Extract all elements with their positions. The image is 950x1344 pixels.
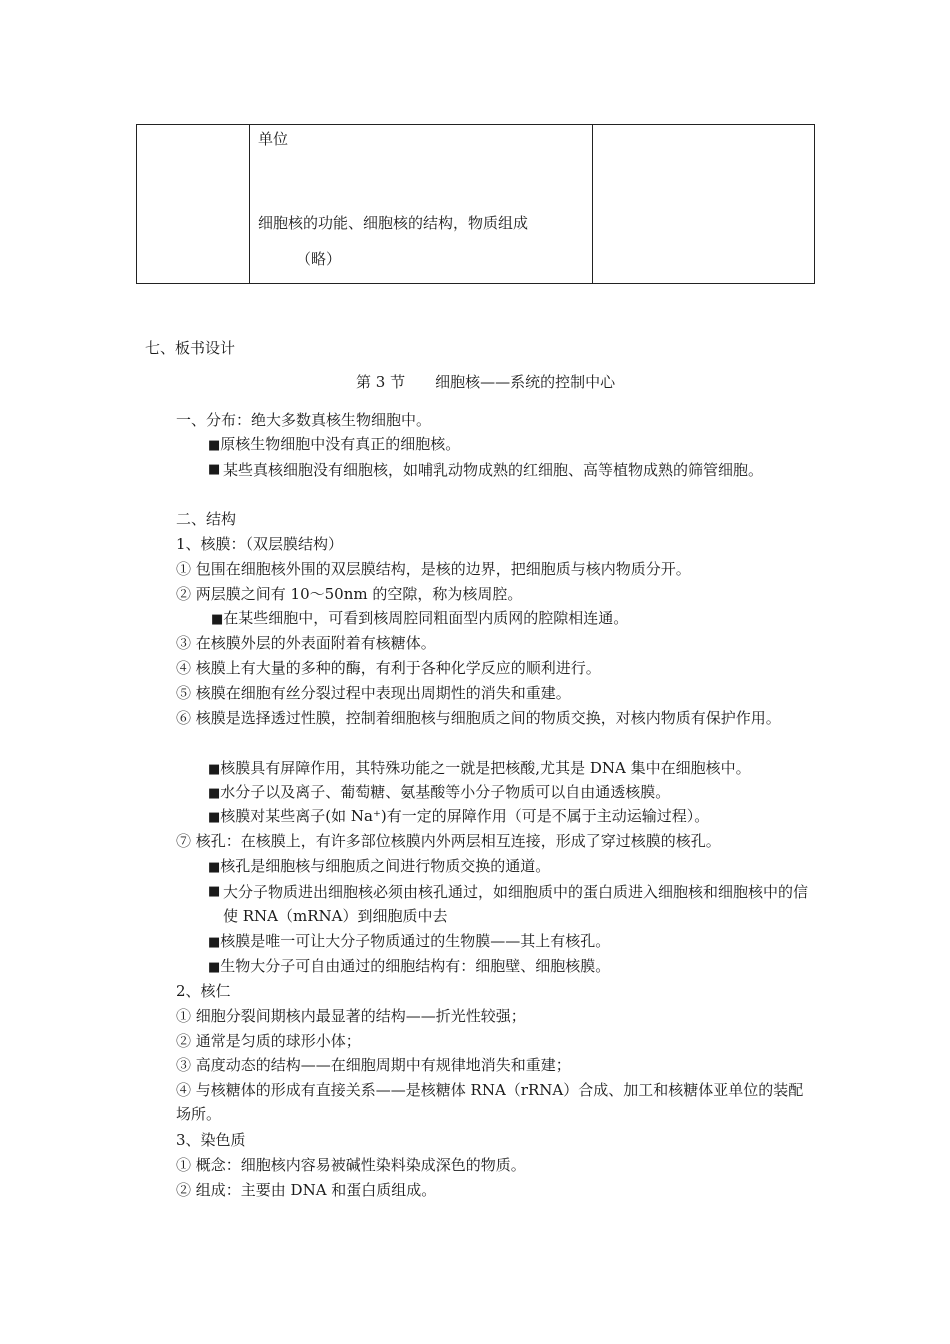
text-line: ④ 核膜上有大量的多种的酶，有利于各种化学反应的顺利进行。: [176, 659, 601, 677]
list-item: [208, 805, 709, 829]
square-bullet-icon: ■: [208, 860, 221, 875]
table-content-note: （略）: [296, 250, 342, 268]
text-line: ① 概念：细胞核内容易被碱性染料染成深色的物质。: [176, 1156, 526, 1174]
square-bullet-icon: ■: [208, 786, 221, 801]
square-bullet-icon: ■: [208, 462, 221, 477]
text-line: ② 通常是匀质的球形小体；: [176, 1032, 361, 1050]
table-column-divider: [592, 125, 593, 283]
text-line: 1、核膜：（双层膜结构）: [176, 535, 344, 553]
list-item-text: 核膜对某些离子(如 Na⁺)有一定的屏障作用（可是不属于主动运输过程）。: [220, 807, 710, 825]
table-unit-label: 单位: [258, 130, 289, 148]
list-item-text: 核膜是唯一可让大分子物质通过的生物膜——其上有核孔。: [220, 932, 611, 950]
square-bullet-icon: ■: [208, 810, 221, 825]
text-line: 二、结构: [176, 510, 237, 528]
list-item: [208, 855, 550, 879]
list-item-text: 在某些细胞中，可看到核周腔同粗面型内质网的腔隙相连通。: [223, 609, 629, 627]
list-item: [208, 955, 610, 979]
table-content-line: 细胞核的功能、细胞核的结构，物质组成: [258, 214, 529, 232]
text-line: ⑦ 核孔：在核膜上，有许多部位核膜内外两层相互连接，形成了穿过核膜的核孔。: [176, 832, 721, 850]
list-item-text: 核膜具有屏障作用，其特殊功能之一就是把核酸,尤其是 DNA 集中在细胞核中。: [220, 759, 751, 777]
list-item: [208, 930, 610, 954]
list-item: [208, 433, 460, 457]
text-line: 3、染色质: [176, 1131, 246, 1149]
square-bullet-icon: ■: [208, 762, 221, 777]
square-bullet-icon: ■: [208, 884, 221, 899]
list-item-text: 某些真核细胞没有细胞核，如哺乳动物成熟的红细胞、高等植物成熟的筛管细胞。: [223, 461, 764, 479]
table-column-divider: [249, 125, 250, 283]
text-line: ④ 与核糖体的形成有直接关系——是核糖体 RNA（rRNA）合成、加工和核糖体亚单位的装配场所。: [176, 1081, 804, 1123]
square-bullet-icon: ■: [208, 438, 221, 453]
lesson-table: [136, 124, 815, 284]
list-item: [208, 757, 751, 781]
text-line: ① 细胞分裂间期核内最显著的结构——折光性较强；: [176, 1007, 526, 1025]
text-line: ② 两层膜之间有 10～50nm 的空隙，称为核周腔。: [176, 585, 523, 603]
list-item-text: 水分子以及离子、葡萄糖、氨基酸等小分子物质可以自由通透核膜。: [220, 783, 671, 801]
text-line: ⑥ 核膜是选择透过性膜，控制着细胞核与细胞质之间的物质交换，对核内物质有保护作用。: [176, 709, 781, 727]
text-line: ② 组成：主要由 DNA 和蛋白质组成。: [176, 1181, 437, 1199]
list-item-text: 原核生物细胞中没有真正的细胞核。: [220, 435, 461, 453]
square-bullet-icon: ■: [208, 960, 221, 975]
list-item: [208, 781, 670, 805]
square-bullet-icon: ■: [208, 935, 221, 950]
list-item-text: 生物大分子可自由通过的细胞结构有：细胞壁、细胞核膜。: [220, 957, 611, 975]
text-line: 一、分布：绝大多数真核生物细胞中。: [176, 411, 432, 429]
list-item-text: 大分子物质进出细胞核必须由核孔通过，如细胞质中的蛋白质进入细胞核和细胞核中的信使 RNA（mRNA）到细胞质中去: [223, 883, 809, 925]
square-bullet-icon: ■: [211, 612, 224, 627]
doc-title: 第 3 节 细胞核——系统的控制中心: [356, 373, 616, 391]
list-item: [211, 607, 628, 631]
list-item-text: 核孔是细胞核与细胞质之间进行物质交换的通道。: [220, 857, 551, 875]
text-line: ③ 高度动态的结构——在细胞周期中有规律地消失和重建；: [176, 1056, 571, 1074]
text-line: 2、核仁: [176, 982, 231, 1000]
section-heading: 七、板书设计: [145, 339, 236, 357]
text-line: ① 包围在细胞核外围的双层膜结构，是核的边界，把细胞质与核内物质分开。: [176, 560, 691, 578]
text-line: ③ 在核膜外层的外表面附着有核糖体。: [176, 634, 436, 652]
text-line: ⑤ 核膜在细胞有丝分裂过程中表现出周期性的消失和重建。: [176, 684, 571, 702]
